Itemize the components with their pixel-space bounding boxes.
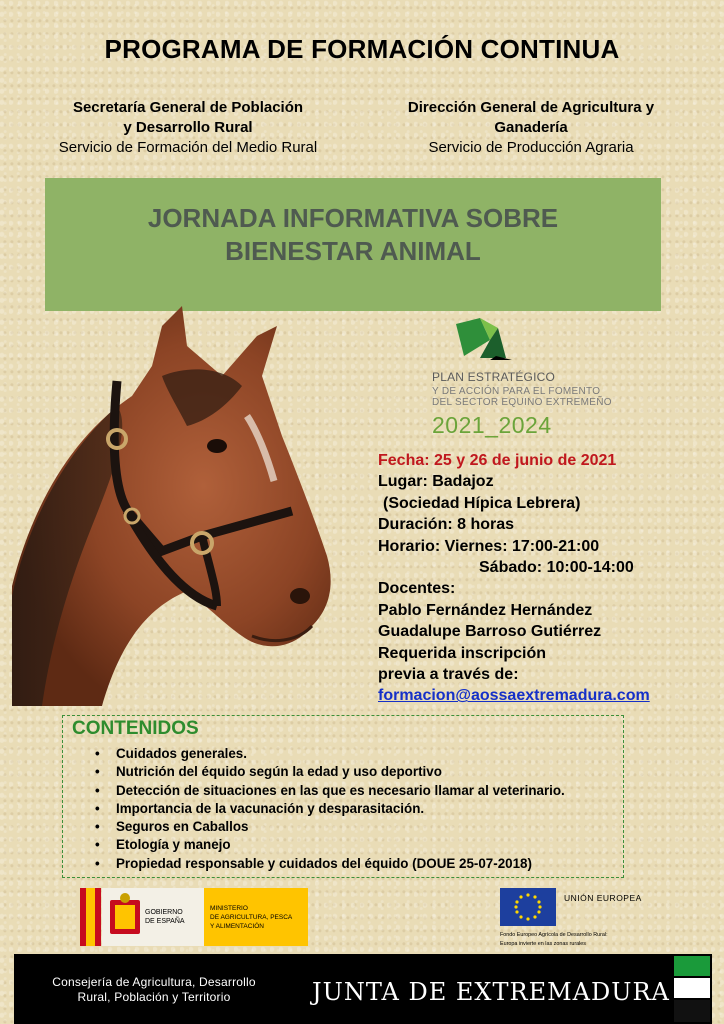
event-registration-line2: previa a través de: [378,666,519,684]
event-schedule-friday: Horario: Viernes: 17:00-21:00 [378,537,600,555]
organizer-right [372,98,690,158]
organizer-right-name-line1: Dirección General de Agricultura y [407,99,655,116]
event-duration: Duración: 8 horas [378,516,515,534]
contents-list [95,745,565,873]
ministerio-label-1: MINISTERIO [210,905,248,912]
footer-bar [14,954,712,1024]
organizer-left-service: Servicio de Formación del Medio Rural [58,139,318,156]
gobierno-espana-logo [80,888,308,946]
footer-consejeria [30,975,278,1005]
gobierno-label-1: GOBIERNO [145,909,183,916]
contents-item: • Propiedad responsable y cuidados del équido (DOUE 25-07-2018) [95,855,565,873]
union-europea-logo [498,886,658,952]
spain-flag-yellow [86,888,95,946]
gobierno-label-2: DE ESPAÑA [145,918,185,925]
footer-consejeria-line2: Rural, Población y Territorio [77,990,231,1004]
contents-item: • Nutrición del équido según la edad y uso deportivo [95,763,565,781]
extremadura-flag-icon [672,954,712,1024]
eu-fund-line2: Europa invierte en las zonas rurales [500,941,586,947]
contents-item: • Etología y manejo [95,836,565,854]
main-title: PROGRAMA DE FORMACIÓN CONTINUA [104,34,620,64]
contents-item: • Importancia de la vacunación y desparasitación. [95,800,565,818]
plan-subtitle-line1: Y DE ACCIÓN PARA EL FOMENTO [432,386,601,397]
banner-line1: JORNADA INFORMATIVA SOBRE [147,202,559,233]
contents-item: • Cuidados generales. [95,745,565,763]
ministerio-label-3: Y ALIMENTACIÓN [210,923,264,930]
banner-line2: BIENESTAR ANIMAL [225,235,481,266]
horse-image [12,306,332,706]
event-registration-line1: Requerida inscripción [378,644,547,662]
plan-estrategico-logo [420,316,670,446]
plan-subtitle-line2: DEL SECTOR EQUINO EXTREMEÑO [432,397,612,408]
plan-title: PLAN ESTRATÉGICO [432,370,556,384]
event-place: Lugar: Badajoz [378,473,494,491]
ministerio-label-2: DE AGRICULTURA, PESCA [210,914,293,921]
event-place-detail: (Sociedad Hípica Lebrera) [383,494,581,512]
organizer-right-service: Servicio de Producción Agraria [428,139,634,156]
eu-fund-line1: Fondo Europeo Agrícola de Desarrollo Rural: [500,932,608,938]
organizer-left-name-line1: Secretaría General de Población [72,99,304,116]
footer-junta: JUNTA DE EXTREMADURA [312,978,670,1006]
spain-flag-red-bottom [95,888,101,946]
event-banner [45,178,661,311]
organizer-right-name-line2: Ganadería [494,119,568,136]
event-date: Fecha: 25 y 26 de junio de 2021 [378,452,617,469]
event-schedule-saturday: Sábado: 10:00-14:00 [479,559,634,577]
spain-flag-red-top [80,888,86,946]
contents-item: • Seguros en Caballos [95,818,565,836]
eu-title: UNIÓN EUROPEA [564,893,642,903]
organizer-left [28,98,348,158]
event-teacher-2: Guadalupe Barroso Gutiérrez [378,623,602,641]
plan-years: 2021_2024 [432,412,552,438]
event-teachers-label: Docentes: [378,580,456,598]
plan-logo-mark-icon [450,316,512,362]
organizer-left-name-line2: y Desarrollo Rural [123,119,253,136]
contents-title: CONTENIDOS [72,718,199,739]
contents-item: • Detección de situaciones en las que es necesario llamar al veterinario. [95,782,565,800]
event-details [378,450,718,707]
registration-email-link[interactable]: formacion@aossaextremadura.com [378,687,650,705]
footer-consejeria-line1: Consejería de Agricultura, Desarrollo [52,975,256,989]
event-teacher-1: Pablo Fernández Hernández [378,601,593,619]
contents-box [62,715,624,878]
